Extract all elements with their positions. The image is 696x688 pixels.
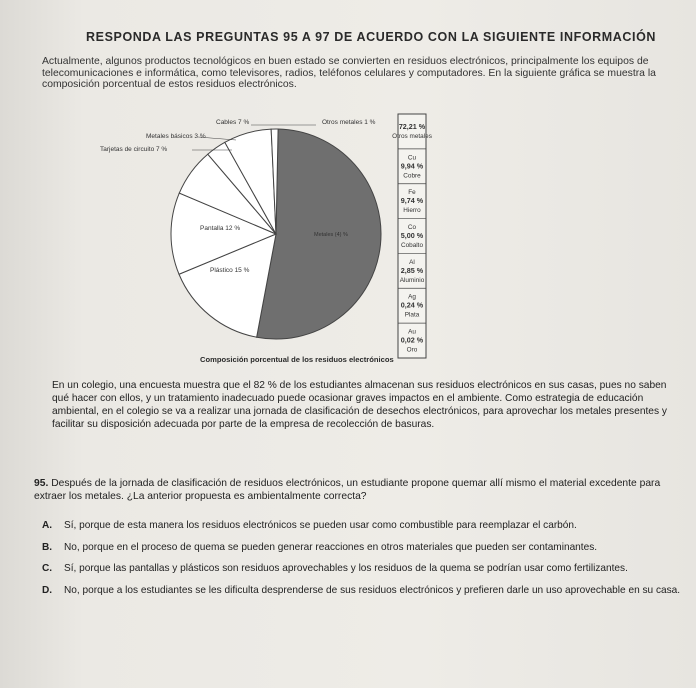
option-c[interactable] <box>42 563 692 575</box>
metal-symbol: Ag <box>408 293 416 301</box>
option-a[interactable] <box>42 520 692 532</box>
label-metales: Metales (4) % <box>314 232 348 238</box>
answer-options <box>42 520 692 606</box>
metal-symbol: Cu <box>407 154 417 162</box>
option-text: Sí, porque de esta manera los residuos electrónicos se pueden usar como combustible para reemplazar el carbón. <box>64 520 577 531</box>
metal-name: Oro <box>406 346 418 354</box>
question-text: Después de la jornada de clasificación de residuos electrónicos, un estudiante propone quemar allí mismo el material excedente para extraer los metales. ¿La anterior propuesta es ambientalmente correcta? <box>34 478 661 502</box>
metal-name: Hierro <box>403 207 421 215</box>
metal-name: Cobalto <box>400 242 424 249</box>
option-text: No, porque en el proceso de quema se pueden generar reacciones en otros materiales que pueden ser contaminantes. <box>64 541 598 553</box>
label-pantalla: Pantalla 12 % <box>200 225 241 232</box>
option-b[interactable] <box>42 542 692 554</box>
metal-name: Cobre <box>403 172 421 180</box>
option-letter: B. <box>42 541 53 553</box>
option-letter: D. <box>42 584 53 596</box>
label-plastico: Plástico 15 % <box>210 267 250 274</box>
label-otros-metales: Otros metales 1 % <box>322 119 376 126</box>
metal-symbol: Al <box>409 258 415 266</box>
chart-title: Composición porcentual de los residuos electrónicos <box>200 355 394 364</box>
metals-breakdown-bar <box>392 114 432 358</box>
metal-percent: 9,74 % <box>400 196 424 206</box>
question-number: 95. <box>34 478 49 489</box>
option-text: Sí, porque las pantallas y plásticos son residuos aprovechables y los residuos de la quema se podrían usar como fertilizantes. <box>64 563 628 574</box>
metal-percent: 0,24 % <box>400 300 424 310</box>
label-metales-basicos: Metales básicos 3 % <box>146 133 206 140</box>
section-heading: RESPONDA LAS PREGUNTAS 95 A 97 DE ACUERDO CON LA SIGUIENTE INFORMACIÓN <box>86 30 657 44</box>
question-95 <box>34 478 684 503</box>
context-paragraph: En un colegio, una encuesta muestra que el 82 % de los estudiantes almacenan sus residuos electrónicos en sus casas, pues no saben qué hacer con ellos, y un tratamiento inadecuado puede ocasionar graves impactos en el ambiente. Como estrategia de educación ambiental, en el colegio se va a realizar una jornada de clasificación de desechos electrónicos, para aprovechar los metales presentes y facilitar su disposición adecuada por parte de la empresa de recolección de basuras. <box>52 380 667 430</box>
intro-text: Actualmente, algunos productos tecnológicos en buen estado se convierten en residuos electrónicos, principalmente los equipos de telecomunicaciones e informática, como televisores, radios, teléfonos celulares y computadores. En la siguiente gráfica se muestra la composición porcentual de estos residuos electrónicos. <box>42 56 656 90</box>
option-letter: A. <box>42 520 53 531</box>
metal-name: Aluminio <box>399 276 425 284</box>
metal-symbol: Au <box>408 328 416 336</box>
label-cables: Cables 7 % <box>216 119 250 126</box>
metal-percent: 72,21 % <box>398 121 426 131</box>
metal-symbol: Co <box>407 224 417 231</box>
option-text: No, porque a los estudiantes se les dificulta desprenderse de sus residuos electrónicos y prefieren darle un uso aprovechable en su casa. <box>64 584 681 596</box>
label-tarjetas: Tarjetas de circuito 7 % <box>100 146 168 153</box>
metal-symbol: Fe <box>408 189 416 197</box>
metal-percent: 2,85 % <box>400 265 424 275</box>
metal-percent: 9,94 % <box>400 161 424 171</box>
pie-chart <box>96 112 432 362</box>
metal-percent: 5,00 % <box>400 231 424 240</box>
option-letter: C. <box>42 563 53 574</box>
option-d[interactable] <box>42 585 692 597</box>
metal-percent: 0,02 % <box>400 335 424 345</box>
pie-slices <box>171 129 381 339</box>
metal-name: Plata <box>404 311 420 319</box>
metal-name: Otros metales <box>392 132 432 140</box>
